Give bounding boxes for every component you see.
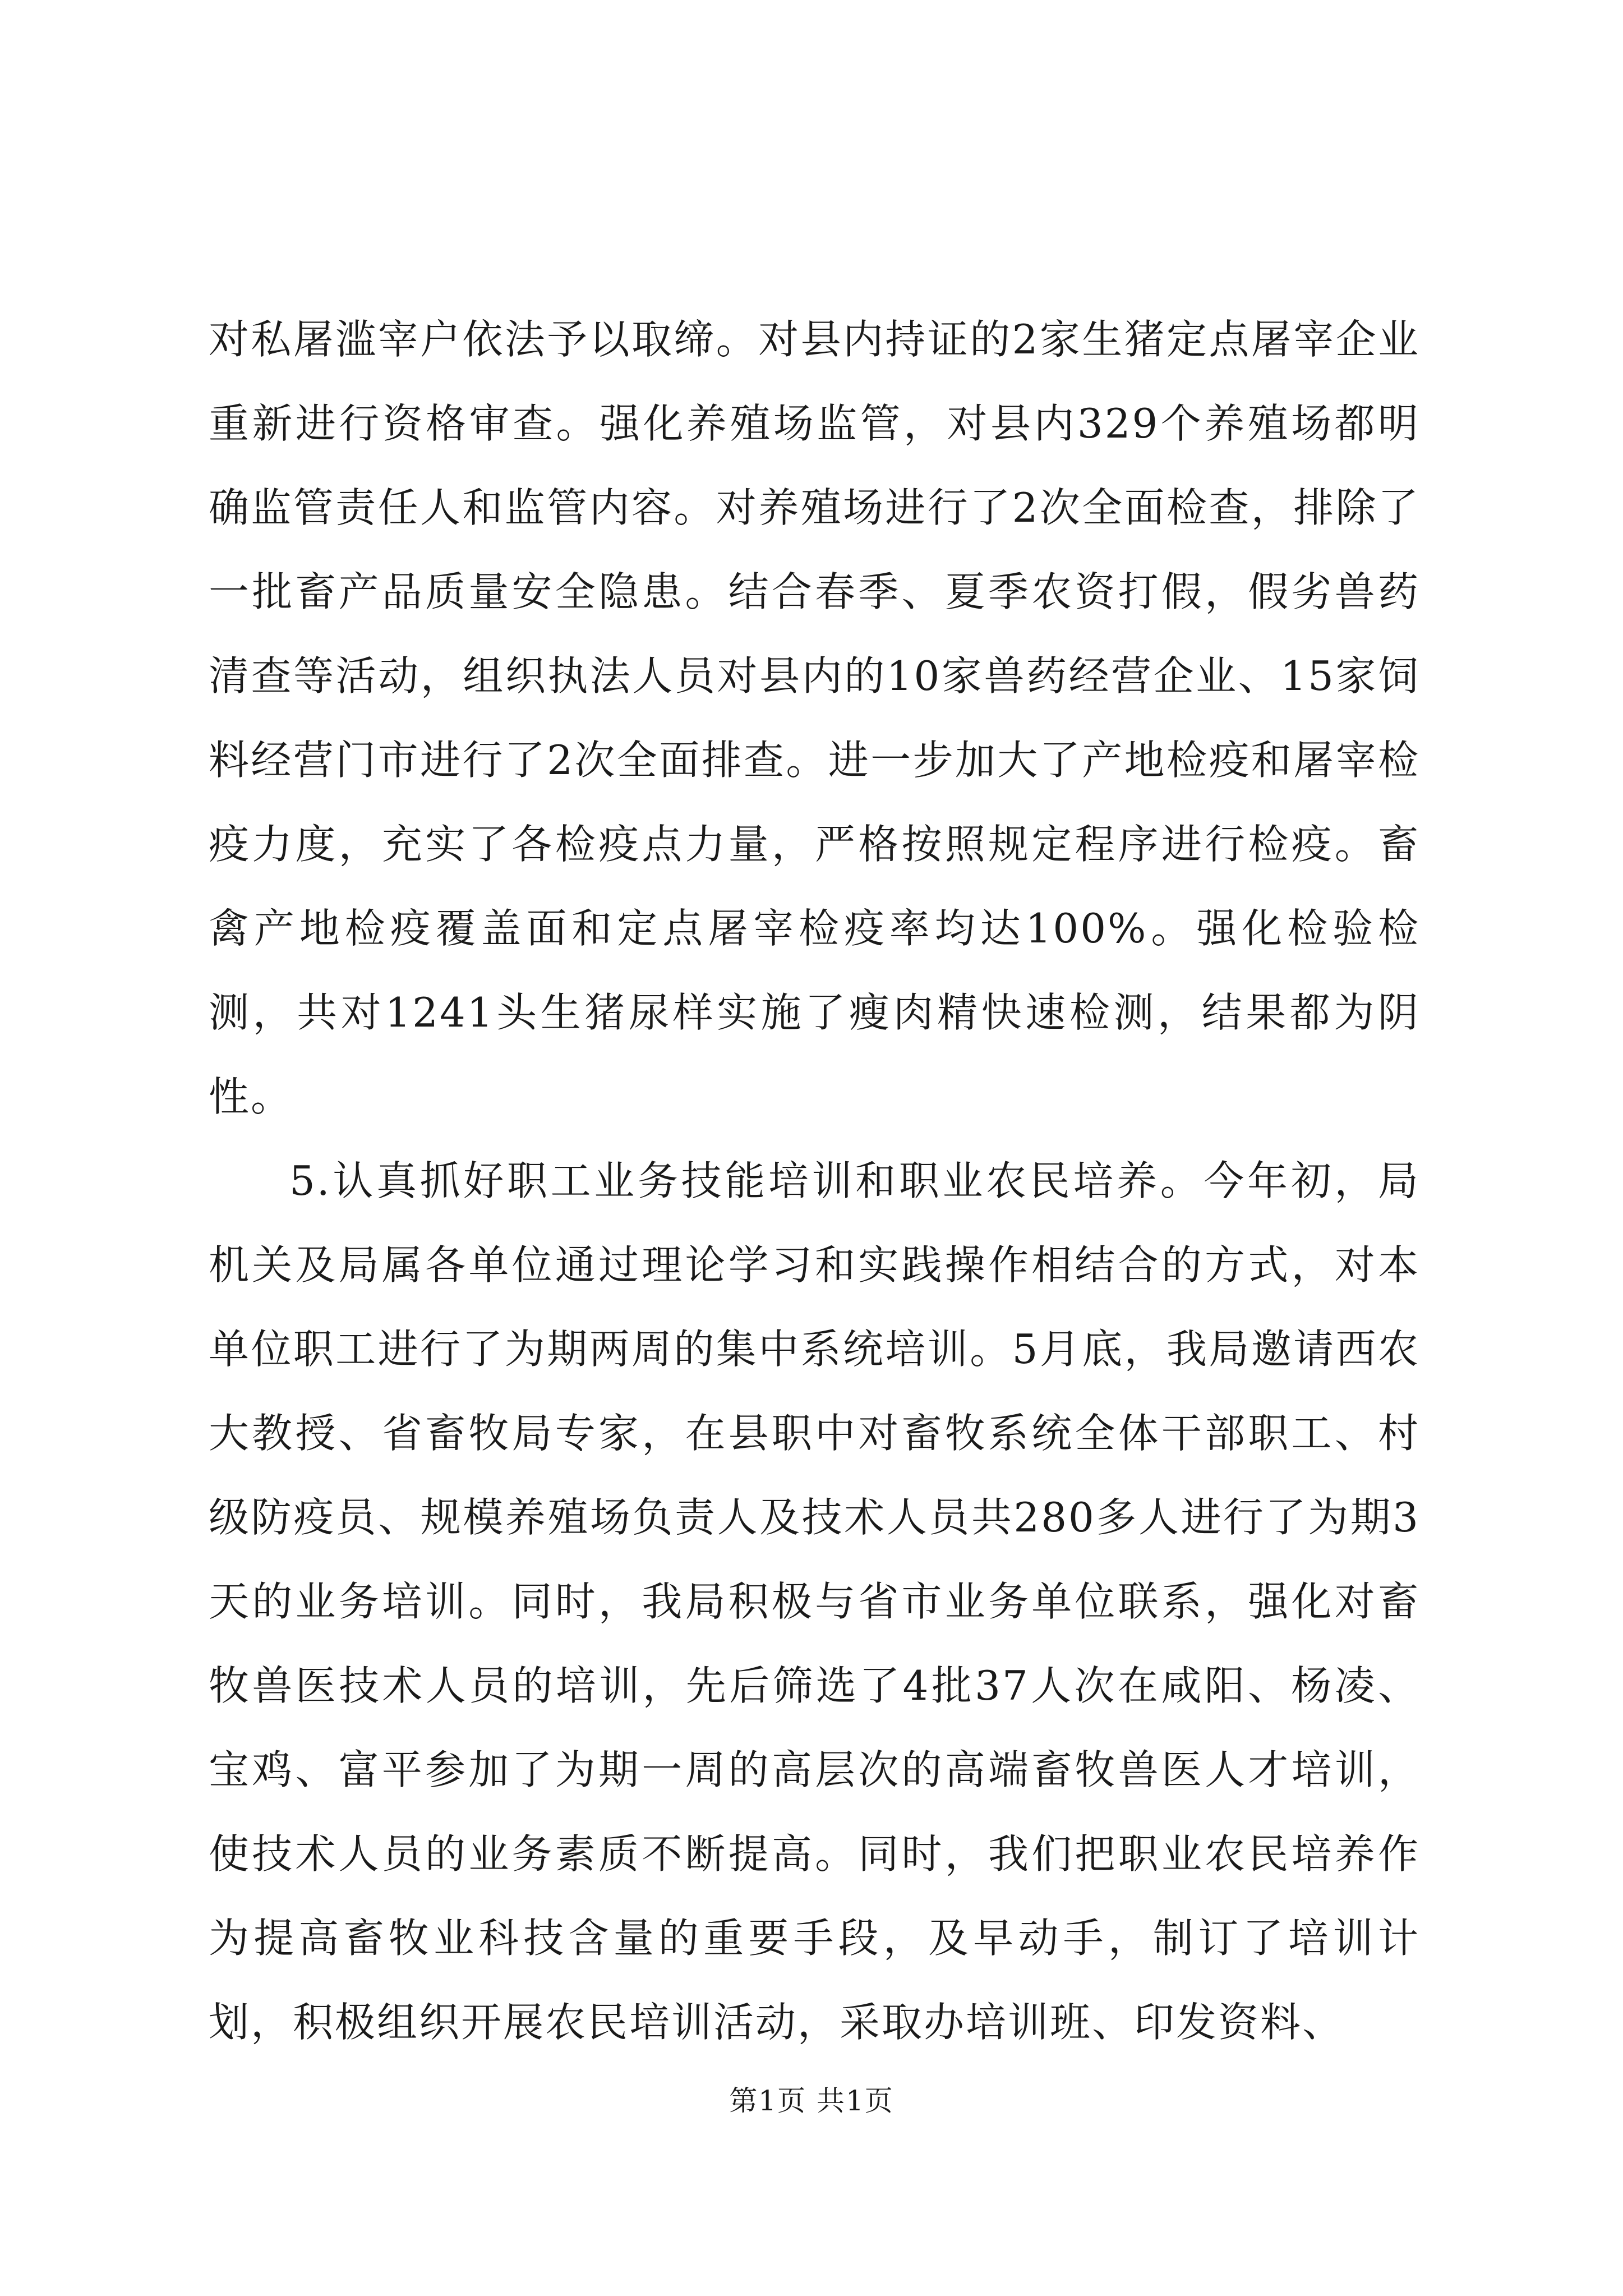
paragraph-continued: 对私屠滥宰户依法予以取缔。对县内持证的2家生猪定点屠宰企业重新进行资格审查。强化养殖场监管，对县内329个养殖场都明确监管责任人和监管内容。对养殖场进行了2次全面检查，排除了一批畜产品质量安全隐患。结合春季、夏季农资打假，假劣兽药清查等活动，组织执法人员对县内的10家兽药经营企业、15家饲料经营门市进行了2次全面排查。进一步加大了产地检疫和屠宰检疫力度，充实了各检疫点力量，严格按照规定程序进行检疫。畜禽产地检疫覆盖面和定点屠宰检疫率均达100%。强化检验检测，共对1241头生猪尿样实施了瘦肉精快速检测，结果都为阴性。 [209, 316, 1420, 1120]
paragraph-section-5: 5.认真抓好职工业务技能培训和职业农民培养。今年初，局机关及局属各单位通过理论学习和实践操作相结合的方式，对本单位职工进行了为期两周的集中系统培训。5月底，我局邀请西农大教授、省畜牧局专家，在县职中对畜牧系统全体干部职工、村级防疫员、规模养殖场负责人及技术人员共280多人进行了为期3天的业务培训。同时，我局积极与省市业务单位联系，强化对畜牧兽医技术人员的培训，先后筛选了4批37人次在咸阳、杨凌、宝鸡、富平参加了为期一周的高层次的高端畜牧兽医人才培训，使技术人员的业务素质不断提高。同时，我们把职业农民培养作为提高畜牧业科技含量的重要手段，及早动手，制订了培训计划，积极组织开展农民培训活动，采取办培训班、印发资料、 [209, 1157, 1420, 2046]
document-body [209, 297, 1420, 2064]
page-footer: 第1页 共1页 [729, 2085, 894, 2117]
